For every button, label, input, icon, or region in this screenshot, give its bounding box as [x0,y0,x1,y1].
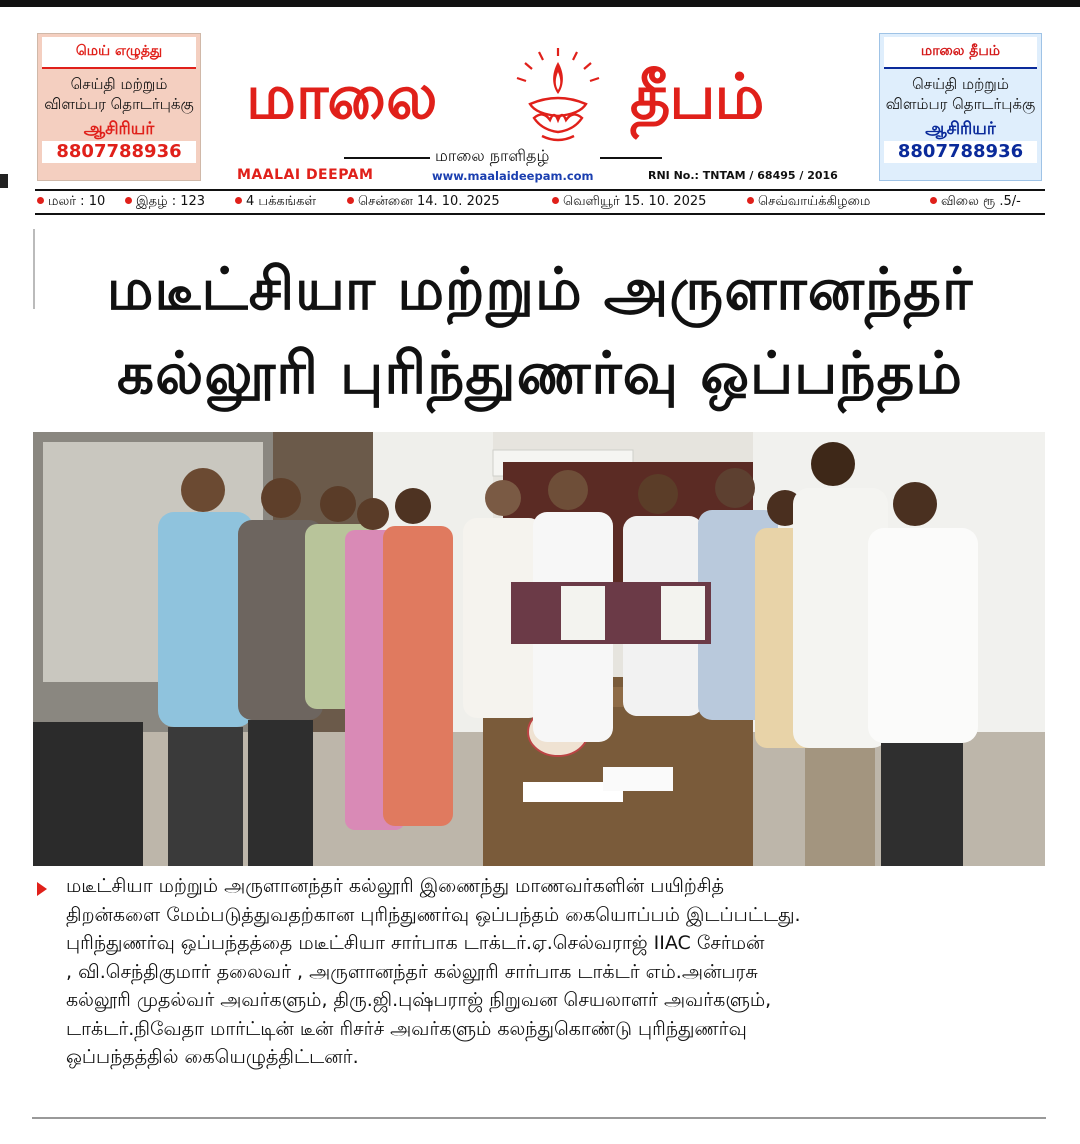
promo-right-brand: மாலை தீபம் [884,37,1037,69]
promo-box-right [879,33,1042,181]
masthead-subtitle: மாலை நாளிதழ் [435,146,550,165]
promo-right-role: ஆசிரியர் [925,119,996,139]
promo-right-phone: 8807788936 [884,141,1037,163]
caption-line-5: கல்லூரி முதல்வர் அவர்களும், திரு.ஜி.புஷ்பராஜ் நிறுவன செயலாளர் அவர்களும், [66,989,772,1011]
caption-line-4: , வி.செந்திகுமார் தலைவர் , அருளானந்தர் கல்லூரி சார்பாக டாக்டர் எம்.அன்பரசு [66,960,758,983]
promo-box-left [37,33,201,181]
masthead-rni: RNI No.: TNTAM / 68495 / 2016 [648,169,838,182]
masthead-english-name: MAALAI DEEPAM [237,167,374,183]
promo-left-role: ஆசிரியர் [83,119,155,139]
article-headline [32,247,1048,415]
info-issue-text: இதழ் : 123 [136,194,206,209]
subtitle-rule-left [344,157,430,159]
caption-line-3: புரிந்துணர்வு ஒப்பந்தத்தை மடீட்சியா சார்பாக டாக்டர்.ஏ.செல்வராஜ் IIAC சேர்மன் [66,932,765,954]
info-pages-text: 4 பக்கங்கள் [246,194,317,209]
bullet-icon [347,197,354,204]
bullet-icon [747,197,754,204]
lamp-icon [508,48,608,148]
caption-line-7: ஒப்பந்தத்தில் கையெழுத்திட்டனர். [66,1046,359,1068]
caption-arrow-icon [37,882,47,896]
bullet-icon [930,197,937,204]
promo-left-brand: மெய் எழுத்து [42,37,196,69]
bullet-icon [552,197,559,204]
info-chennai-date [347,194,500,210]
masthead-logo [240,48,840,148]
info-volume-text: மலர் : 10 [48,194,106,209]
info-issue [125,194,205,210]
promo-right-line2: விளம்பர தொடர்புக்கு [885,95,1036,113]
info-chennai-date-text: சென்னை 14. 10. 2025 [358,194,500,209]
headline-line-2: கல்லூரி புரிந்துணர்வு ஒப்பந்தம் [117,339,963,407]
caption-line-6: டாக்டர்.நிவேதா மார்ட்டின் டீன் ரிசர்ச் அவர்களும் கலந்துகொண்டு புரிந்துணர்வு [66,1017,747,1040]
edge-marker [0,174,8,188]
issue-info-bar [35,189,1045,215]
headline-line-1: மடீட்சியா மற்றும் அருளானந்தர் [106,255,974,323]
promo-right-line1: செய்தி மற்றும் [912,75,1009,93]
masthead-word-1: மாலை [246,60,437,133]
info-price-text: விலை ரூ .5/- [941,194,1021,209]
info-weekday [747,194,870,210]
bullet-icon [125,197,132,204]
info-price [930,194,1021,210]
info-pages [235,194,316,210]
caption-line-2: திறன்களை மேம்படுத்துவதற்கான புரிந்துணர்வு ஒப்பந்தம் கையொப்பம் இடப்பட்டது. [66,903,801,926]
masthead-website: www.maalaideepam.com [432,169,594,183]
promo-left-phone: 8807788936 [42,141,196,163]
info-volume [37,194,105,210]
subtitle-rule-right [600,157,662,159]
group-photo-illustration [33,432,1045,866]
article-photo [33,432,1045,866]
promo-left-line2: விளம்பர தொடர்புக்கு [44,95,194,113]
info-weekday-text: செவ்வாய்க்கிழமை [758,194,871,209]
info-release-date-text: வெளியூர் 15. 10. 2025 [563,194,707,209]
photo-caption [66,872,1046,1072]
bullet-icon [37,197,44,204]
masthead-word-2: தீபம் [630,60,764,133]
caption-line-1: மடீட்சியா மற்றும் அருளானந்தர் கல்லூரி இணைந்து மாணவர்களின் பயிற்சித் [66,875,725,897]
promo-left-line1: செய்தி மற்றும் [70,75,168,93]
top-border [0,0,1080,7]
footer-rule [32,1117,1046,1119]
info-release-date [552,194,706,210]
bullet-icon [235,197,242,204]
